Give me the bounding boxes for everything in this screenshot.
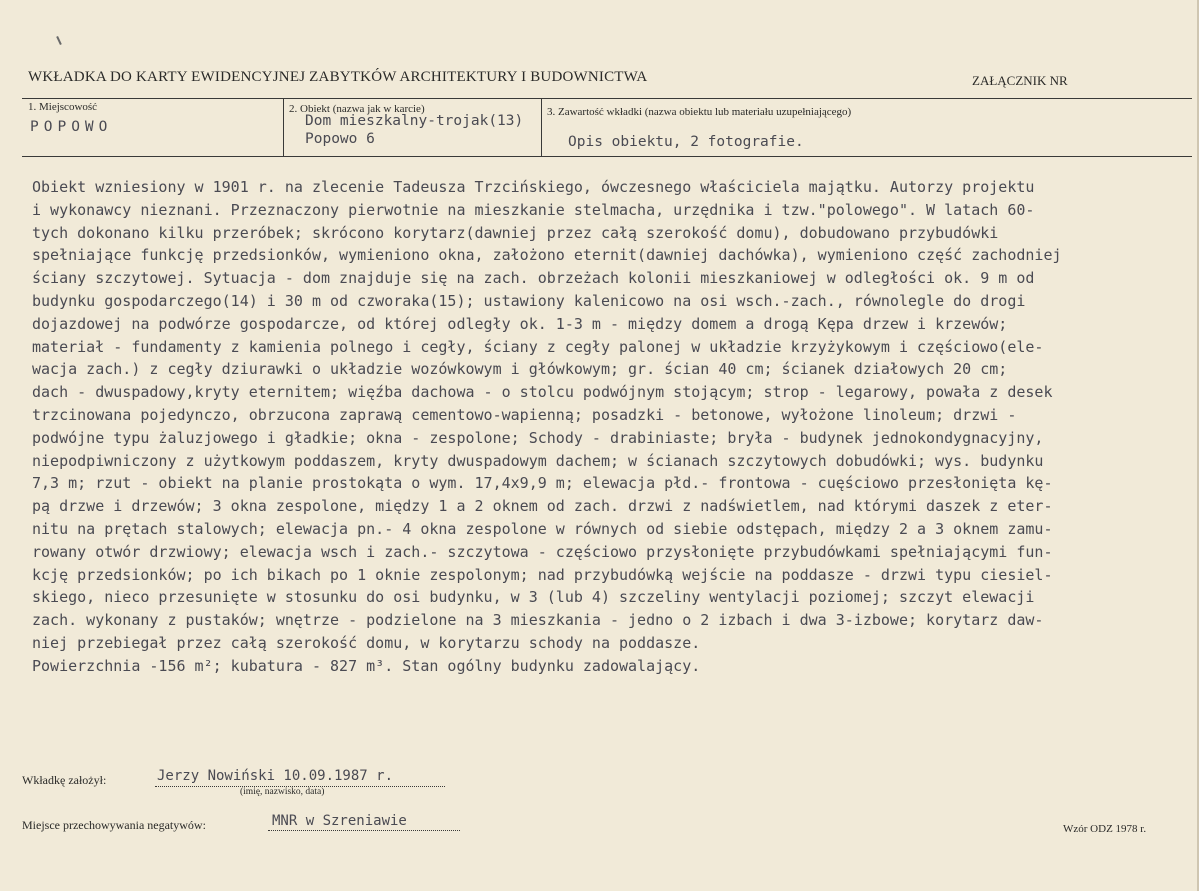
body-line: nitu na prętach stalowych; elewacja pn.- 4 okna zespolone w równych od siebie odstępach, między 2 a 3 oknem zamu- (32, 519, 1053, 538)
field-divider-2 (541, 98, 542, 156)
body-line: podwójne typu żaluzjowego i gładkie; okna - zespolone; Schody - drabiniaste; bryła - budynek jednokondygnacyjny, (32, 428, 1044, 447)
body-line: wacja zach.) z cegły dziurawki o układzie wozówkowym i główkowym; gr. ścian 40 cm; ścianek działowych 20 cm; (32, 360, 1008, 379)
header-rule (22, 98, 1192, 99)
storage-dotted-line (268, 830, 460, 831)
storage-value: MNR w Szreniawie (272, 813, 407, 829)
object-value-line2: Popowo 6 (305, 131, 375, 147)
storage-label: Miejsce przechowywania negatywów: (22, 818, 206, 832)
body-line: Powierzchnia -156 m²; kubatura - 827 m³. Stan ogólny budynku zadowalający. (32, 656, 701, 675)
body-line: spełniające funkcję przedsionków, wymieniono okna, założono eternit(dawniej dachówka), wymieniono część zachodniej (32, 246, 1062, 265)
content-label: 3. Zawartość wkładki (nazwa obiektu lub materiału uzupełniającego) (547, 106, 852, 118)
author-value: Jerzy Nowiński 10.09.1987 r. (157, 768, 394, 784)
locality-label: 1. Miejscowość (28, 101, 98, 113)
body-line: kcję przedsionków; po ich bikach po 1 oknie zespolonym; nad przybudówką wejście na poddasze - drzwi typu ciesiel- (32, 565, 1053, 584)
body-line: dach - dwuspadowy,kryty eternitem; więźba dachowa - o stolcu podwójnym stojącym; strop - legarowy, powała z desek (32, 383, 1053, 402)
card-title: WKŁADKA DO KARTY EWIDENCYJNEJ ZABYTKÓW ARCHITEKTURY I BUDOWNICTWA (28, 69, 648, 85)
body-line: Obiekt wzniesiony w 1901 r. na zlecenie Tadeusza Trzcińskiego, ówczesnego właściciela majątku. Autorzy projektu (32, 178, 1035, 196)
annex-label: ZAŁĄCZNIK NR (972, 73, 1068, 88)
body-line: zach. wykonany z pustaków; wnętrze - podzielone na 3 mieszkania - jedno o 2 izbach i dwa 3-izbowe; korytarz daw- (32, 611, 1044, 630)
object-value-line1: Dom mieszkalny-trojak(13) (305, 113, 524, 129)
object-label: 2. Obiekt (nazwa jak w karcie) (289, 103, 425, 115)
body-line: trzcinowana pojedynczo, obrzucona zaprawą cementowo-wapienną; posadzki - betonowe, wyłożone linoleum; drzwi - (32, 405, 1017, 424)
description-body (32, 176, 1192, 678)
body-line: skiego, nieco przesunięte w stosunku do osi budynku, w 3 (lub 4) szczeliny wentylacji poziomej; szczyt elewacji (32, 588, 1035, 607)
body-line: 7,3 m; rzut - obiekt na planie prostokąta o wym. 17,4x9,9 m; elewacja płd.- frontowa - cuęściowo przesłonięta kę- (32, 474, 1053, 493)
author-label: Wkładkę założył: (22, 773, 107, 787)
body-line: niej przebiegał przez całą szerokość domu, w korytarzu schody na poddasze. (32, 633, 701, 652)
body-line: i wykonawcy nieznani. Przeznaczony pierwotnie na mieszkanie stelmacha, urzędnika i tzw."polowego". W latach 60- (32, 200, 1035, 219)
field-divider-1 (283, 98, 284, 156)
body-line: niepodpiwniczony z użytkowym poddaszem, kryty dwuspadowym dachem; w ścianach szczytowych dobudówki; wys. budynku (32, 451, 1044, 470)
body-line: pą drzwe i drzewów; 3 okna zespolone, między 1 a 2 oknem od zach. drzwi z nadświetlem, nad którymi daszek z eter- (32, 497, 1053, 516)
body-line: ściany szczytowej. Sytuacja - dom znajduje się na zach. obrzeżach kolonii mieszkaniowej w odległości ok. 9 m od (32, 269, 1035, 288)
pencil-mark (56, 36, 62, 45)
body-line: materiał - fundamenty z kamienia polnego i cegły, ściany z cegły palonej w układzie krzyżykowym i częściowo(ele- (32, 337, 1044, 356)
locality-value: POPOWO (30, 119, 113, 135)
body-line: rowany otwór drzwiowy; elewacja wsch i zach.- szczytowa - częściowo przysłonięte przybudówkami spełniającymi fun- (32, 542, 1053, 561)
content-value: Opis obiektu, 2 fotografie. (568, 134, 804, 150)
body-line: budynku gospodarczego(14) i 30 m od czworaka(15); ustawiony kalenicowo na osi wsch.-zach., równolegle do drogi (32, 291, 1026, 310)
template-code: Wzór ODZ 1978 r. (1063, 823, 1147, 835)
fields-rule (22, 156, 1192, 157)
body-line: dojazdowej na podwórze gospodarcze, od której odległy ok. 1-3 m - między domem a drogą Kępa drzew i krzewów; (32, 314, 1008, 333)
author-hint: (imię, nazwisko, data) (240, 787, 325, 797)
body-line: tych dokonano kilku przeróbek; skrócono korytarz(dawniej przez całą szerokość domu), dobudowano przybudówki (32, 223, 999, 242)
